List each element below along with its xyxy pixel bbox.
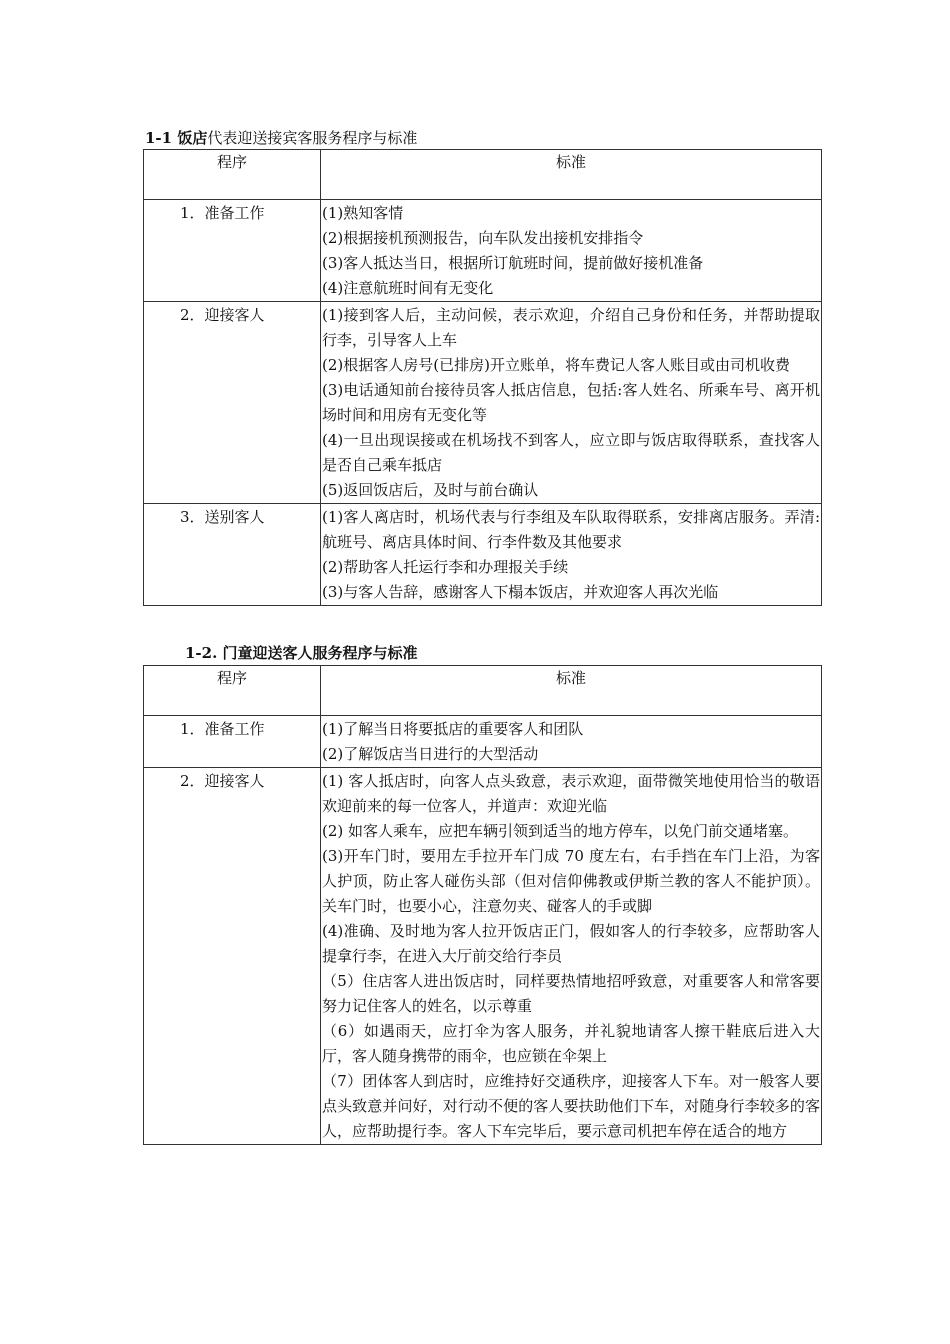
- procedure-cell: 2．迎接客人: [144, 302, 321, 504]
- table-row: [144, 200, 822, 302]
- table-header-row: [144, 666, 822, 716]
- section-1-title: [145, 128, 417, 148]
- procedure-cell: 3．送别客人: [144, 504, 321, 606]
- standard-item: (3)电话通知前台接待员客人抵店信息，包括:客人姓名、所乘车号、离开机场时间和用房有无变化等: [322, 381, 820, 424]
- standard-cell: [321, 200, 822, 302]
- standard-item: （7）团体客人到店时，应维持好交通秩序，迎接客人下车。对一般客人要点头致意并问好，对行动不便的客人要扶助他们下车，对随身行李较多的客人，应帮助提行李。客人下车完毕后，要示意司机把车停在适合的地方: [322, 1072, 820, 1140]
- standard-item: （6）如遇雨天，应打伞为客人服务，并礼貌地请客人擦干鞋底后进入大厅，客人随身携带的雨伞，也应锁在伞架上: [322, 1022, 820, 1065]
- standard-item: (2)根据接机预测报告，向车队发出接机安排指令: [322, 229, 644, 247]
- header-procedure: 程序: [144, 150, 321, 200]
- standard-cell: [321, 302, 822, 504]
- procedure-cell: 1．准备工作: [144, 716, 321, 768]
- standard-cell: [321, 768, 822, 1145]
- header-standard: 标准: [321, 666, 822, 716]
- procedure-cell: 1．准备工作: [144, 200, 321, 302]
- standard-item: (2)帮助客人托运行李和办理报关手续: [322, 558, 569, 576]
- table-row: [144, 716, 822, 768]
- procedure-cell: 2．迎接客人: [144, 768, 321, 1145]
- standard-item: (1)了解当日将要抵店的重要客人和团队: [322, 720, 584, 738]
- standard-item: (2)了解饭店当日进行的大型活动: [322, 745, 539, 763]
- standard-cell: [321, 504, 822, 606]
- header-standard: 标准: [321, 150, 822, 200]
- standard-item: （5）住店客人进出饭店时，同样要热情地招呼致意，对重要客人和常客要努力记住客人的姓名，以示尊重: [322, 972, 820, 1015]
- standard-item: (3)与客人告辞，感谢客人下榻本饭店，并欢迎客人再次光临: [322, 583, 719, 601]
- standard-item: (4)注意航班时间有无变化: [322, 279, 494, 297]
- standard-item: (1)熟知客情: [322, 204, 404, 222]
- section-2-table: [143, 665, 822, 1145]
- table-header-row: [144, 150, 822, 200]
- standard-item: (1)客人离店时，机场代表与行李组及车队取得联系，安排离店服务。弄清:航班号、离店具体时间、行李件数及其他要求: [322, 508, 820, 551]
- section-2-title: [185, 643, 418, 663]
- table-row: [144, 504, 822, 606]
- section-1-title-bold: 1-1 饭店: [145, 129, 208, 147]
- table-row: [144, 768, 822, 1145]
- standard-item: (2) 如客人乘车，应把车辆引领到适当的地方停车，以免门前交通堵塞。: [322, 822, 799, 840]
- section-2-title-bold: 1-2. 门童迎送客人服务程序与标准: [185, 644, 418, 662]
- standard-cell: [321, 716, 822, 768]
- section-1-title-rest: 代表迎送接宾客服务程序与标准: [207, 129, 418, 147]
- standard-item: (2)根据客人房号(已排房)开立账单，将车费记人客人账目或由司机收费: [322, 356, 790, 374]
- standard-item: (3)客人抵达当日，根据所订航班时间，提前做好接机准备: [322, 254, 704, 272]
- table-row: [144, 302, 822, 504]
- header-procedure: 程序: [144, 666, 321, 716]
- standard-item: (4)一旦出现误接或在机场找不到客人，应立即与饭店取得联系，查找客人是否自己乘车抵店: [322, 431, 820, 474]
- standard-item: (4)准确、及时地为客人拉开饭店正门，假如客人的行李较多，应帮助客人提拿行李，在进入大厅前交给行李员: [322, 922, 820, 965]
- standard-item: (1)接到客人后，主动问候，表示欢迎，介绍自己身份和任务，并帮助提取行李，引导客人上车: [322, 306, 820, 349]
- standard-item: (1) 客人抵店时，向客人点头致意，表示欢迎，面带微笑地使用恰当的敬语欢迎前来的每一位客人，并道声：欢迎光临: [322, 772, 820, 815]
- standard-item: (5)返回饭店后，及时与前台确认: [322, 481, 539, 499]
- section-1-table: [143, 149, 822, 606]
- standard-item: (3)开车门时，要用左手拉开车门成 70 度左右，右手挡在车门上沿，为客人护顶，防止客人碰伤头部（但对信仰佛教或伊斯兰教的客人不能护顶）。关车门时，也要小心，注意勿夹、碰客人的手或脚: [322, 847, 820, 915]
